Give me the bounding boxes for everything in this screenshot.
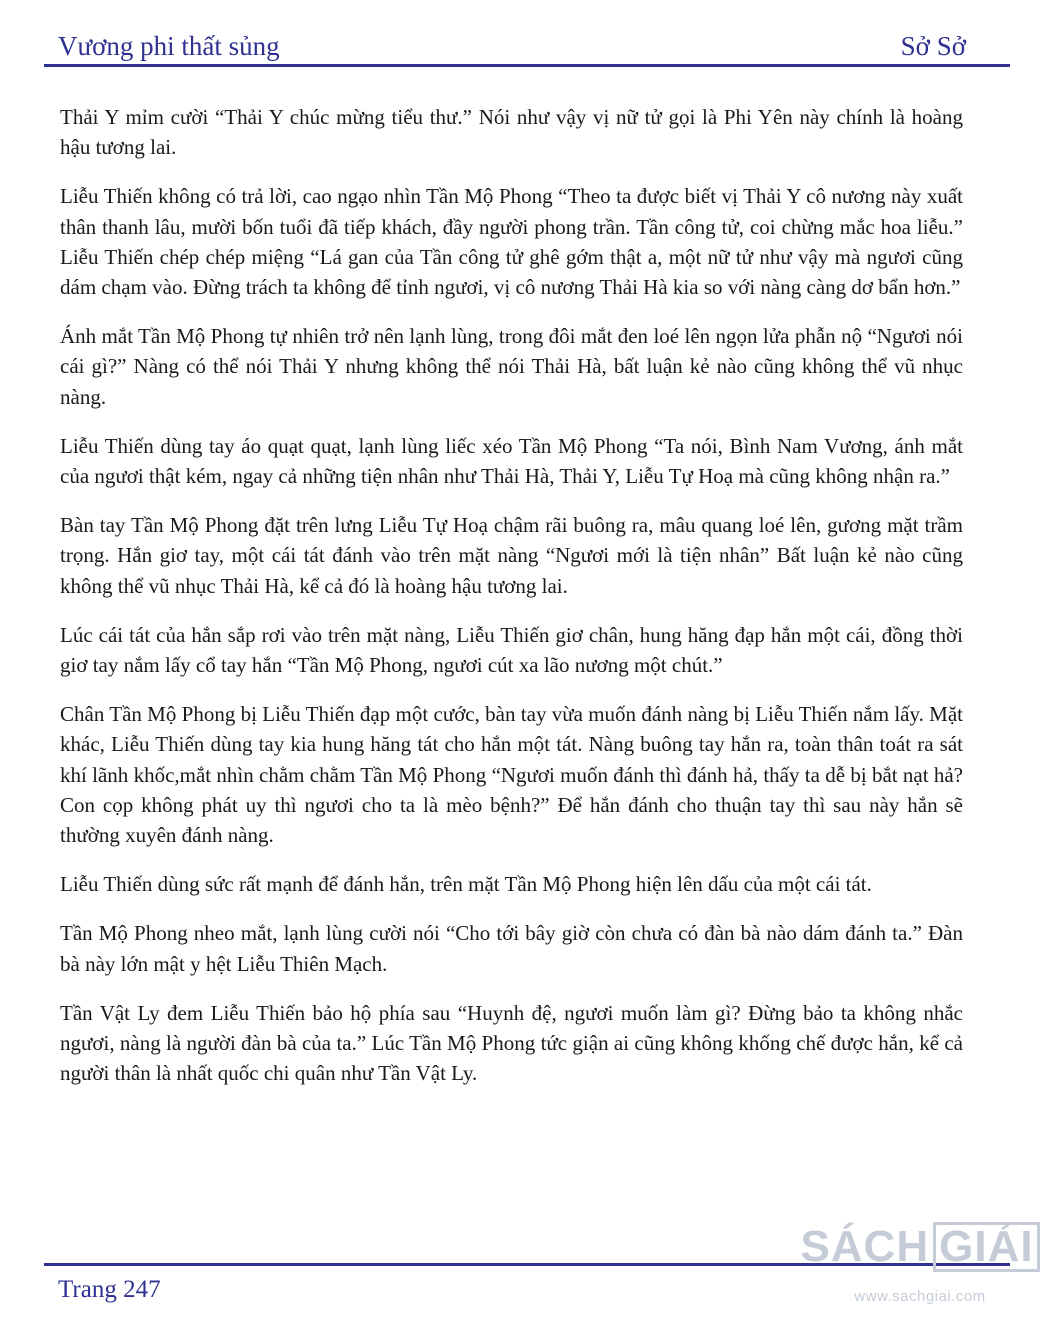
page-number: Trang 247 bbox=[58, 1276, 161, 1303]
paragraph: Tần Vật Ly đem Liễu Thiến bảo hộ phía sau “Huynh đệ, ngươi muốn làm gì? Đừng bảo ta không nhắc ngươi, nàng là người đàn bà của ta.” Lúc Tần Mộ Phong tức giận ai cũng không khống chế được hắn, kể cả người thân là nhất quốc chi quân như Tần Vật Ly. bbox=[60, 1000, 963, 1086]
paragraph: Liễu Thiến dùng tay áo quạt quạt, lạnh lùng liếc xéo Tần Mộ Phong “Ta nói, Bình Nam Vương, ánh mắt của ngươi thật kém, ngay cả những tiện nhân như Thải Hà, Thải Y, Liễu Tự Hoạ mà cũng không nhận ra.” bbox=[60, 433, 963, 489]
book-title: Vương phi thất sủng bbox=[58, 31, 280, 61]
watermark-brand bbox=[800, 1222, 1034, 1272]
watermark-brand-right: GIẢI bbox=[933, 1222, 1039, 1272]
watermark-logo bbox=[800, 1222, 1034, 1322]
paragraph: Tần Mộ Phong nheo mắt, lạnh lùng cười nói “Cho tới bây giờ còn chưa có đàn bà nào dám đánh ta.” Đàn bà này lớn mật y hệt Liễu Thiên Mạch. bbox=[60, 921, 963, 976]
paragraph: Chân Tần Mộ Phong bị Liễu Thiến đạp một cước, bàn tay vừa muốn đánh nàng bị Liễu Thiến nắm lấy. Mặt khác, Liễu Thiến dùng tay kia hung hăng tát cho hắn một tát. Nàng buông tay hắn ra, toàn thân toát ra sát khí lãnh khốc,mắt nhìn chằm chằm Tần Mộ Phong “Ngươi muốn đánh thì đánh hả, thấy ta dễ bị bắt nạt hả? Con cọp không phát uy thì ngươi cho ta là mèo bệnh?” Để hắn đánh cho thuận tay thì sau này hắn sẽ thường xuyên đánh nàng. bbox=[60, 702, 963, 848]
paragraph: Liễu Thiến dùng sức rất mạnh để đánh hắn, trên mặt Tần Mộ Phong hiện lên dấu của một cái tát. bbox=[60, 872, 872, 897]
author-name: Sở Sở bbox=[900, 31, 966, 61]
paragraph: Thải Y mỉm cười “Thải Y chúc mừng tiểu thư.” Nói như vậy vị nữ tử gọi là Phi Yên này chính là hoàng hậu tương lai. bbox=[60, 105, 963, 160]
paragraph: Lúc cái tát của hắn sắp rơi vào trên mặt nàng, Liễu Thiến giơ chân, hung hăng đạp hắn một cái, đồng thời giơ tay nắm lấy cổ tay hắn “Tần Mộ Phong, ngươi cút xa lão nương một chút.” bbox=[60, 622, 963, 678]
page-body bbox=[60, 102, 963, 1107]
page-header bbox=[58, 22, 966, 62]
paragraph: Bàn tay Tần Mộ Phong đặt trên lưng Liễu Tự Hoạ chậm rãi buông ra, mâu quang loé lên, gương mặt trầm trọng. Hắn giơ tay, một cái tát đánh vào trên mặt nàng “Ngươi mới là tiện nhân” Bất luận kẻ nào cũng không thể vũ nhục Thải Hà, kể cả đó là hoàng hậu tương lai. bbox=[60, 513, 963, 598]
header-rule bbox=[44, 64, 1010, 67]
paragraph: Ánh mắt Tần Mộ Phong tự nhiên trở nên lạnh lùng, trong đôi mắt đen loé lên ngọn lửa phẫn nộ “Ngươi nói cái gì?” Nàng có thể nói Thải Y nhưng không thể nói Thải Hà, bất luận kẻ nào cũng không thể vũ nhục nàng. bbox=[60, 324, 963, 409]
watermark-brand-left: SÁCH bbox=[800, 1222, 930, 1271]
watermark-url: www.sachgiai.com bbox=[854, 1288, 986, 1305]
paragraph: Liễu Thiến không có trả lời, cao ngạo nhìn Tần Mộ Phong “Theo ta được biết vị Thải Y cô nương này xuất thân thanh lâu, mười bốn tuổi đã tiếp khách, đầy người phong trần. Tần công tử, coi chừng mắc hoa liễu.” Liễu Thiến chép chép miệng “Lá gan của Tần công tử ghê gớm thật a, một nữ tử như vậy mà ngươi cũng dám chạm vào. Đừng trách ta không để tỉnh ngươi, vị cô nương Thải Hà kia so với nàng càng dơ bẩn hơn.” bbox=[60, 184, 963, 300]
